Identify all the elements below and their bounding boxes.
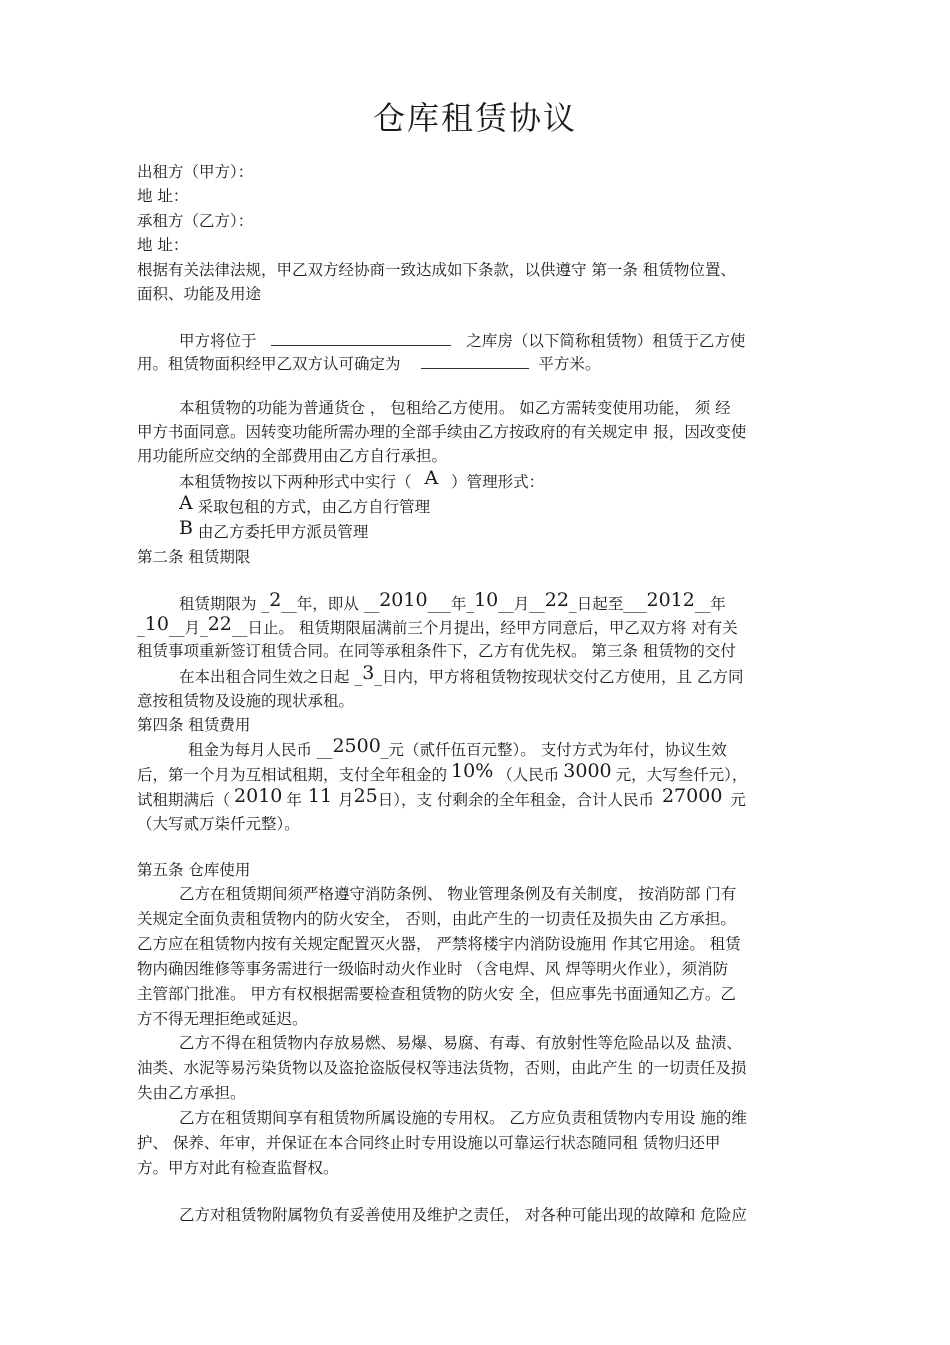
start-day: 22 <box>544 589 569 611</box>
text-fragment: 平方米。 <box>538 355 601 373</box>
end-year: 2012 <box>646 589 695 611</box>
text-fragment: _元（贰仟伍百元整）。 支付方式为年付，协议生效 <box>380 741 727 759</box>
article5-hazard-line-2: 油类、水泥等易污染货物以及盗抢盗版侵权等违法货物，否则，由此产生 的一切责任及损 <box>137 1059 747 1077</box>
text-fragment: ___年_ <box>427 595 475 613</box>
pay-year: 2010 <box>234 785 283 807</box>
article5-heading: 第五条 仓库使用 <box>137 861 251 879</box>
article2-term-line-2 <box>137 615 738 640</box>
article5-facility-line-3: 方。甲方对此有检查监督权。 <box>137 1159 339 1177</box>
text-fragment: 在本出租合同生效之日起 _ <box>179 668 363 686</box>
text-fragment: __月__ <box>498 595 545 613</box>
article5-fire-line-4: 物内确因维修等事务需进行一级临时动火作业时 （含电焊、风 焊等明火作业），须消防 <box>137 960 729 978</box>
deposit-percent: 10% <box>451 760 494 782</box>
text-fragment: __日止。 租赁期限届满前三个月提出，经甲方同意后，甲乙双方将 对有关 <box>231 619 738 637</box>
article4-rent-line-1 <box>188 737 727 762</box>
option-a-line <box>179 494 430 519</box>
text-fragment: 月 <box>338 791 354 809</box>
article1-function-line-1: 本租赁物的功能为普通货仓 ， 包租给乙方使用。 如乙方需转变使用功能， 须 经 <box>179 399 731 417</box>
article5-facility-line-2: 护、 保养、年审，并保证在本合同终止时专用设施以可靠运行状态随同租 赁物归还甲 <box>137 1134 721 1152</box>
text-fragment: 本租赁物按以下两种形式中实行（ <box>179 473 412 491</box>
handover-days: 3 <box>362 662 375 684</box>
article5-fire-line-3: 乙方应在租赁物内按有关规定配置灭火器， 严禁将楼宇内消防设施用 作其它用途。 租赁 <box>137 935 741 953</box>
article5-fire-line-2: 关规定全面负责租赁物内的防火安全， 否则，由此产生的一切责任及损失由 乙方承担。 <box>137 910 736 928</box>
text-fragment: 日），支 付剩余的全年租金，合计人民币 <box>377 791 654 809</box>
article2-term-line-1 <box>179 591 726 616</box>
option-b-line <box>179 519 368 544</box>
preamble-line-2: 面积、功能及用途 <box>137 285 262 303</box>
option-a-letter: A <box>179 492 193 514</box>
text-fragment: 租金为每月人民币 __ <box>188 741 333 759</box>
text-fragment: 用。租赁物面积经甲乙双方认可确定为 <box>137 355 401 373</box>
article5-hazard-line-1: 乙方不得在租赁物内存放易燃、易爆、易腐、有毒、有放射性等危险品以及 盐渍、 <box>179 1034 742 1052</box>
option-b-letter: B <box>179 517 193 539</box>
text-fragment: _日内，甲方将租赁物按现状交付乙方使用，且 乙方同 <box>374 668 744 686</box>
article2-heading: 第二条 租赁期限 <box>137 548 251 566</box>
lessor-line: 出租方（甲方）： <box>137 163 254 181</box>
text-fragment: __年，即从 __ <box>281 595 380 613</box>
text-fragment: 之库房（以下简称租赁物）租赁于乙方使 <box>466 332 746 350</box>
text-fragment: 试租期满后（ <box>137 791 231 809</box>
article5-fire-line-5: 主管部门批准。 甲方有权根据需要检查租赁物的防火安 全，但应事先书面通知乙方。乙 <box>137 985 736 1003</box>
article4-rent-line-2 <box>137 762 747 787</box>
article4-heading: 第四条 租赁费用 <box>137 716 251 734</box>
article1-function-line-3: 用功能所应交纳的全部费用由乙方自行承担。 <box>137 447 448 465</box>
text-fragment: __年 <box>694 595 726 613</box>
article2-term-line-3: 租赁事项重新签订租赁合同。在同等承租条件下，乙方有优先权。 第三条 租赁物的交付 <box>137 642 736 660</box>
option-a-text: 采取包租的方式，由乙方自行管理 <box>197 498 431 516</box>
article1-function-line-2: 甲方书面同意。因转变功能所需办理的全部手续由乙方按政府的有关规定申 报，因改变使 <box>137 423 747 441</box>
pay-day: 25 <box>353 785 378 807</box>
text-fragment: （人民币 <box>497 766 560 784</box>
article5-fire-line-6: 方不得无理拒绝或延迟。 <box>137 1010 308 1028</box>
article5-hazard-line-3: 失由乙方承担。 <box>137 1084 246 1102</box>
lease-years: 2 <box>269 589 282 611</box>
lessor-address-line: 地 址： <box>137 187 189 205</box>
remaining-amount: 27000 <box>661 785 723 807</box>
text-fragment: 甲方将位于 <box>179 332 257 350</box>
article1-location-line <box>179 329 745 353</box>
selected-mode: A <box>424 467 439 489</box>
document-title: 仓库租赁协议 <box>372 99 577 137</box>
article4-rent-line-4: （大写贰万柒仟元整）。 <box>137 815 300 833</box>
article3-handover-line-1 <box>179 664 743 689</box>
text-fragment: 年 <box>286 791 302 809</box>
article4-rent-line-3 <box>137 787 746 812</box>
lessee-line: 承租方（乙方）： <box>137 212 254 230</box>
text-fragment: 元，大写叁仟元）， <box>615 766 748 784</box>
text-fragment: _ <box>137 619 145 637</box>
text-fragment: 后，第一个月为互相试租期，支付全年租金的 <box>137 766 448 784</box>
text-fragment: _日起至___ <box>568 595 647 613</box>
start-year: 2010 <box>379 589 428 611</box>
text-fragment: __月_ <box>168 619 208 637</box>
option-b-text: 由乙方委托甲方派员管理 <box>197 523 369 541</box>
text-fragment: 元 <box>730 791 746 809</box>
article5-facility-line-1: 乙方在租赁期间享有租赁物所属设施的专用权。 乙方应负责租赁物内专用设 施的维 <box>179 1109 747 1127</box>
area-blank <box>421 353 529 369</box>
end-day: 22 <box>207 613 232 635</box>
article3-handover-line-2: 意按租赁物及设施的现状承租。 <box>137 692 355 710</box>
preamble-line-1: 根据有关法律法规，甲乙双方经协商一致达成如下条款，以供遵守 第一条 租赁物位置、 <box>137 261 736 279</box>
text-fragment: 租赁期限为 _ <box>179 595 270 613</box>
location-blank <box>271 330 451 346</box>
article5-fire-line-1: 乙方在租赁期间须严格遵守消防条例、 物业管理条例及有关制度， 按消防部 门有 <box>179 885 737 903</box>
monthly-rent: 2500 <box>332 735 381 757</box>
deposit-amount: 3000 <box>563 760 612 782</box>
pay-month: 11 <box>307 785 333 807</box>
article5-maintenance-line-1: 乙方对租赁物附属物负有妥善使用及维护之责任， 对各种可能出现的故障和 危险应 <box>179 1206 747 1224</box>
lessee-address-line: 地 址： <box>137 236 189 254</box>
article1-area-line <box>137 352 600 376</box>
article1-mode-line <box>179 469 544 494</box>
text-fragment: ）管理形式： <box>451 473 545 491</box>
end-month: 10 <box>144 613 169 635</box>
start-month: 10 <box>474 589 499 611</box>
